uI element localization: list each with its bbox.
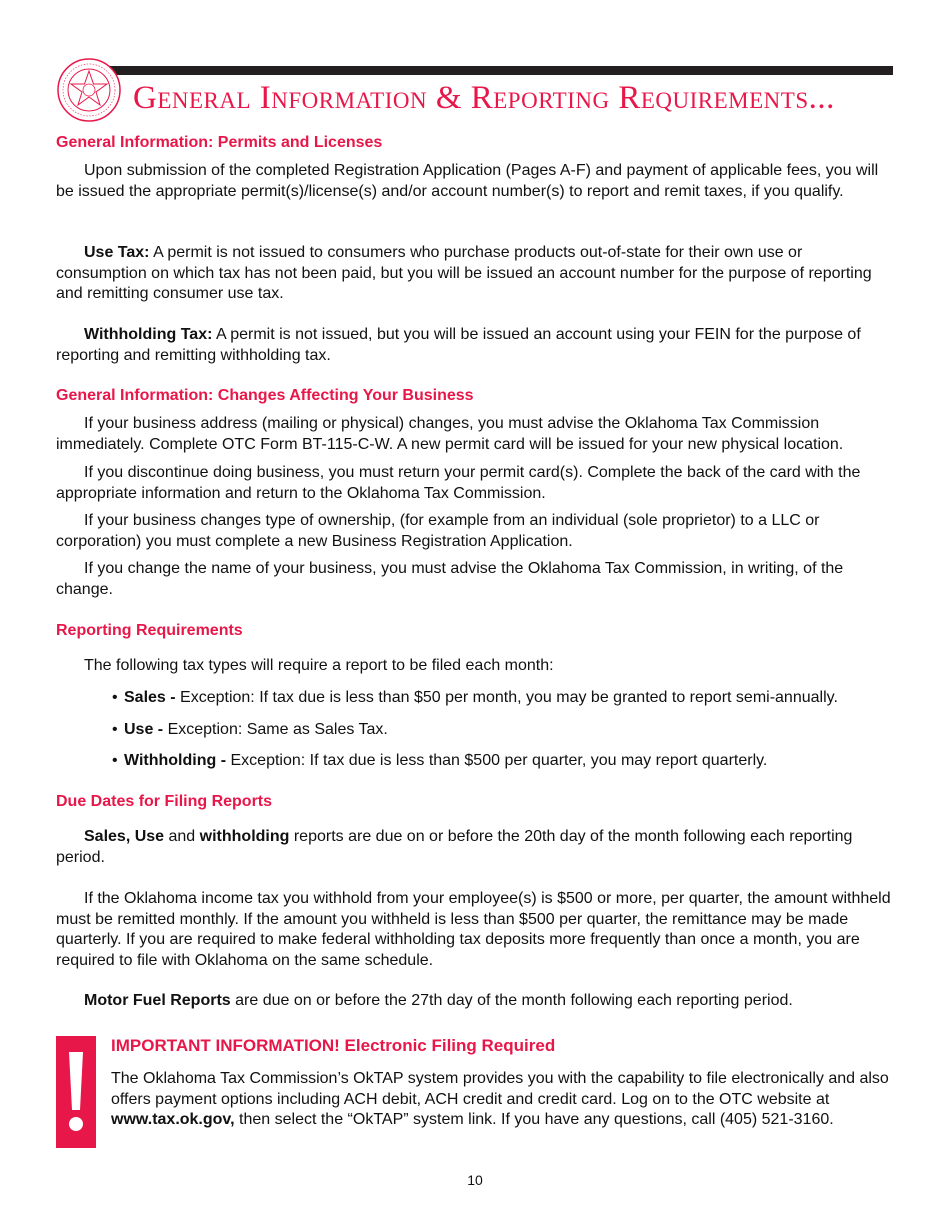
due-dates-label-withholding: withholding <box>199 828 290 845</box>
important-text-b: then select the “OkTAP” system link. If you have any questions, call (405) 521-3160. <box>234 1111 834 1128</box>
important-text-a: The Oklahoma Tax Commission’s OkTAP system provides you with the capability to file electronically and also offers payment options including ACH debit, ACH credit and credit card. Log on to the OTC website at <box>111 1070 889 1108</box>
section-heading-changes: General Information: Changes Affecting Your Business <box>56 387 474 404</box>
bullet-text: Exception: Same as Sales Tax. <box>163 721 388 738</box>
use-tax-label: Use Tax: <box>84 244 150 261</box>
list-item <box>112 751 767 771</box>
withholding-tax-paragraph <box>56 325 894 366</box>
due-dates-label-sales-use: Sales, Use <box>84 828 165 845</box>
important-paragraph <box>111 1069 895 1131</box>
due-dates-paragraph-motor-fuel <box>56 991 894 1012</box>
section-heading-reporting: Reporting Requirements <box>56 622 243 639</box>
bullet-icon: • <box>112 721 118 738</box>
changes-paragraph-discontinue: If you discontinue doing business, you must return your permit card(s). Complete the back of the card with the appropriate information and return to the Oklahoma Tax Commission. <box>56 464 861 502</box>
reporting-intro: The following tax types will require a report to be filed each month: <box>84 657 554 674</box>
state-seal-icon <box>57 58 121 122</box>
important-heading: IMPORTANT INFORMATION! Electronic Filing Required <box>111 1036 556 1055</box>
exclamation-icon <box>56 1036 96 1148</box>
bullet-icon: • <box>112 752 118 769</box>
use-tax-text: A permit is not issued to consumers who purchase products out-of-state for their own use or consumption on which tax has not been paid, but you will be issued an account number for the purpose of reporting and remitting consumer use tax. <box>56 244 872 302</box>
motor-fuel-text: are due on or before the 27th day of the month following each reporting period. <box>230 992 793 1009</box>
permits-paragraph: Upon submission of the completed Registration Application (Pages A-F) and payment of applicable fees, you will be issued the appropriate permit(s)/license(s) and/or account number(s) to report and remit taxes, if you qualify. <box>56 162 879 200</box>
use-tax-paragraph <box>56 243 894 305</box>
section-heading-permits: General Information: Permits and Licenses <box>56 134 383 151</box>
changes-paragraph-name: If you change the name of your business, you must advise the Oklahoma Tax Commission, in writing, of the change. <box>56 560 844 598</box>
bullet-label: Withholding - <box>124 752 227 769</box>
list-item <box>112 720 388 740</box>
due-dates-paragraph-income-tax: If the Oklahoma income tax you withhold from your employee(s) is $500 or more, per quarter, the amount withheld must be remitted monthly. If the amount you withheld is less than $500 per quarter, the remittance may be made quarterly. If you are required to make federal withholding tax deposits more frequently than once a month, you are required to file with Oklahoma on the same schedule. <box>56 890 891 969</box>
due-dates-text: reports are due on or before the 20th day of the month following each reporting period. <box>56 828 853 866</box>
page-number: 10 <box>467 1172 483 1188</box>
section-heading-due-dates: Due Dates for Filing Reports <box>56 793 273 810</box>
bullet-text: Exception: If tax due is less than $50 per month, you may be granted to report semi-annually. <box>175 689 838 706</box>
website-link[interactable]: www.tax.ok.gov, <box>111 1111 235 1128</box>
changes-paragraph-ownership: If your business changes type of ownership, (for example from an individual (sole proprietor) to a LLC or corporation) you must complete a new Business Registration Application. <box>56 512 820 550</box>
list-item <box>112 688 838 708</box>
header-bar <box>103 66 893 75</box>
motor-fuel-label: Motor Fuel Reports <box>84 992 231 1009</box>
changes-paragraph-address: If your business address (mailing or physical) changes, you must advise the Oklahoma Tax Commission immediately. Complete OTC Form BT-115-C-W. A new permit card will be issued for your new physical location. <box>56 415 844 453</box>
due-dates-paragraph-sales <box>56 827 894 868</box>
due-dates-and: and <box>164 828 200 845</box>
bullet-text: Exception: If tax due is less than $500 per quarter, you may report quarterly. <box>226 752 768 769</box>
page-title: General Information & Reporting Requirements... <box>133 80 835 116</box>
bullet-icon: • <box>112 689 118 706</box>
withholding-tax-label: Withholding Tax: <box>84 326 213 343</box>
withholding-tax-text: A permit is not issued, but you will be issued an account using your FEIN for the purpose of reporting and remitting withholding tax. <box>56 326 861 364</box>
bullet-label: Use - <box>124 721 164 738</box>
bullet-label: Sales - <box>124 689 176 706</box>
